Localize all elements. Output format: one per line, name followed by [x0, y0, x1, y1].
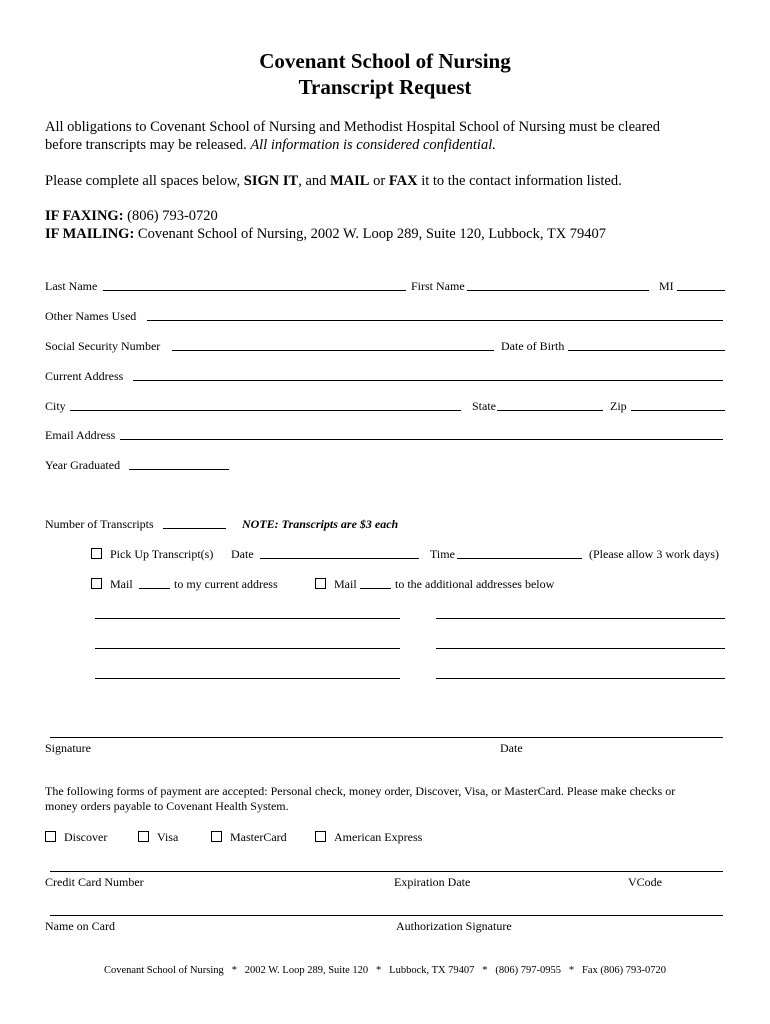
name-on-card-line[interactable]	[50, 915, 723, 916]
american-express-checkbox[interactable]	[315, 831, 326, 842]
additional-address-2-line-1[interactable]	[436, 618, 725, 619]
pickup-checkbox[interactable]	[91, 548, 102, 559]
mail-current-label: Mail	[110, 577, 133, 591]
pickup-date-label: Date	[231, 547, 254, 561]
year-graduated-field[interactable]	[129, 469, 229, 470]
vcode-label: VCode	[628, 875, 662, 889]
email-label: Email Address	[45, 428, 116, 442]
number-of-transcripts-field[interactable]	[163, 528, 226, 529]
additional-address-2-line-2[interactable]	[436, 648, 725, 649]
email-field[interactable]	[120, 439, 723, 440]
credit-card-number-label: Credit Card Number	[45, 875, 144, 889]
state-field[interactable]	[497, 410, 603, 411]
city-field[interactable]	[70, 410, 461, 411]
footer-contact: Covenant School of Nursing * 2002 W. Loop 289, Suite 120 * Lubbock, TX 79407 * (806) 797-0955 * Fax (806) 793-0720	[103, 965, 667, 976]
obligations-line2: before transcripts may be released. All information is considered confidential.	[45, 137, 496, 153]
state-label: State	[472, 399, 496, 413]
pickup-label: Pick Up Transcript(s)	[110, 547, 214, 561]
faxing-info: IF FAXING: (806) 793-0720	[45, 208, 218, 224]
visa-label: Visa	[157, 830, 179, 844]
year-graduated-label: Year Graduated	[45, 458, 121, 472]
last-name-field[interactable]	[103, 290, 406, 291]
credit-card-line[interactable]	[50, 871, 723, 872]
mi-field[interactable]	[677, 290, 725, 291]
signature-date-label: Date	[500, 741, 523, 755]
confidential-note: All information is considered confidential.	[250, 137, 496, 153]
signature-line[interactable]	[50, 737, 723, 738]
price-note: NOTE: Transcripts are $3 each	[242, 517, 399, 531]
payment-info-line1: The following forms of payment are accepted: Personal check, money order, Discover, Visa, or MasterCard. Please make checks or	[45, 784, 676, 798]
page-title: Covenant School of Nursing	[259, 49, 511, 73]
mail-additional-label: Mail	[334, 577, 357, 591]
ssn-label: Social Security Number	[45, 339, 161, 353]
additional-address-1-line-2[interactable]	[95, 648, 400, 649]
current-address-field[interactable]	[133, 380, 723, 381]
discover-label: Discover	[64, 830, 108, 844]
additional-address-1-line-1[interactable]	[95, 618, 400, 619]
pickup-time-field[interactable]	[457, 558, 582, 559]
other-names-label: Other Names Used	[45, 309, 137, 323]
number-of-transcripts-label: Number of Transcripts	[45, 517, 154, 531]
pickup-date-field[interactable]	[260, 558, 419, 559]
last-name-label: Last Name	[45, 279, 98, 293]
zip-label: Zip	[610, 399, 627, 413]
first-name-label: First Name	[411, 279, 465, 293]
additional-address-2-line-3[interactable]	[436, 678, 725, 679]
mail-current-checkbox[interactable]	[91, 578, 102, 589]
zip-field[interactable]	[631, 410, 725, 411]
expiration-date-label: Expiration Date	[394, 875, 471, 889]
pickup-time-label: Time	[430, 547, 455, 561]
mailing-info: IF MAILING: Covenant School of Nursing, 2002 W. Loop 289, Suite 120, Lubbock, TX 79407	[45, 226, 607, 242]
dob-label: Date of Birth	[501, 339, 565, 353]
mastercard-checkbox[interactable]	[211, 831, 222, 842]
mi-label: MI	[659, 279, 674, 293]
signature-label: Signature	[45, 741, 91, 755]
other-names-field[interactable]	[147, 320, 723, 321]
payment-info-line2: money orders payable to Covenant Health System.	[45, 799, 289, 813]
visa-checkbox[interactable]	[138, 831, 149, 842]
mail-additional-checkbox[interactable]	[315, 578, 326, 589]
mail-additional-count-field[interactable]	[360, 588, 391, 589]
name-on-card-label: Name on Card	[45, 919, 115, 933]
dob-field[interactable]	[568, 350, 725, 351]
mastercard-label: MasterCard	[230, 830, 287, 844]
to-current-address-label: to my current address	[174, 577, 278, 591]
obligations-line1: All obligations to Covenant School of Nursing and Methodist Hospital School of Nursing must be cleared	[45, 119, 660, 135]
american-express-label: American Express	[334, 830, 423, 844]
instructions: Please complete all spaces below, SIGN IT, and MAIL or FAX it to the contact information listed.	[45, 173, 622, 189]
current-address-label: Current Address	[45, 369, 124, 383]
page-subtitle: Transcript Request	[298, 75, 472, 99]
authorization-signature-label: Authorization Signature	[396, 919, 512, 933]
mail-current-count-field[interactable]	[139, 588, 170, 589]
additional-address-1-line-3[interactable]	[95, 678, 400, 679]
to-additional-addresses-label: to the additional addresses below	[395, 577, 555, 591]
allow-days-note: (Please allow 3 work days)	[589, 547, 719, 561]
first-name-field[interactable]	[467, 290, 649, 291]
ssn-field[interactable]	[172, 350, 494, 351]
discover-checkbox[interactable]	[45, 831, 56, 842]
city-label: City	[45, 399, 66, 413]
